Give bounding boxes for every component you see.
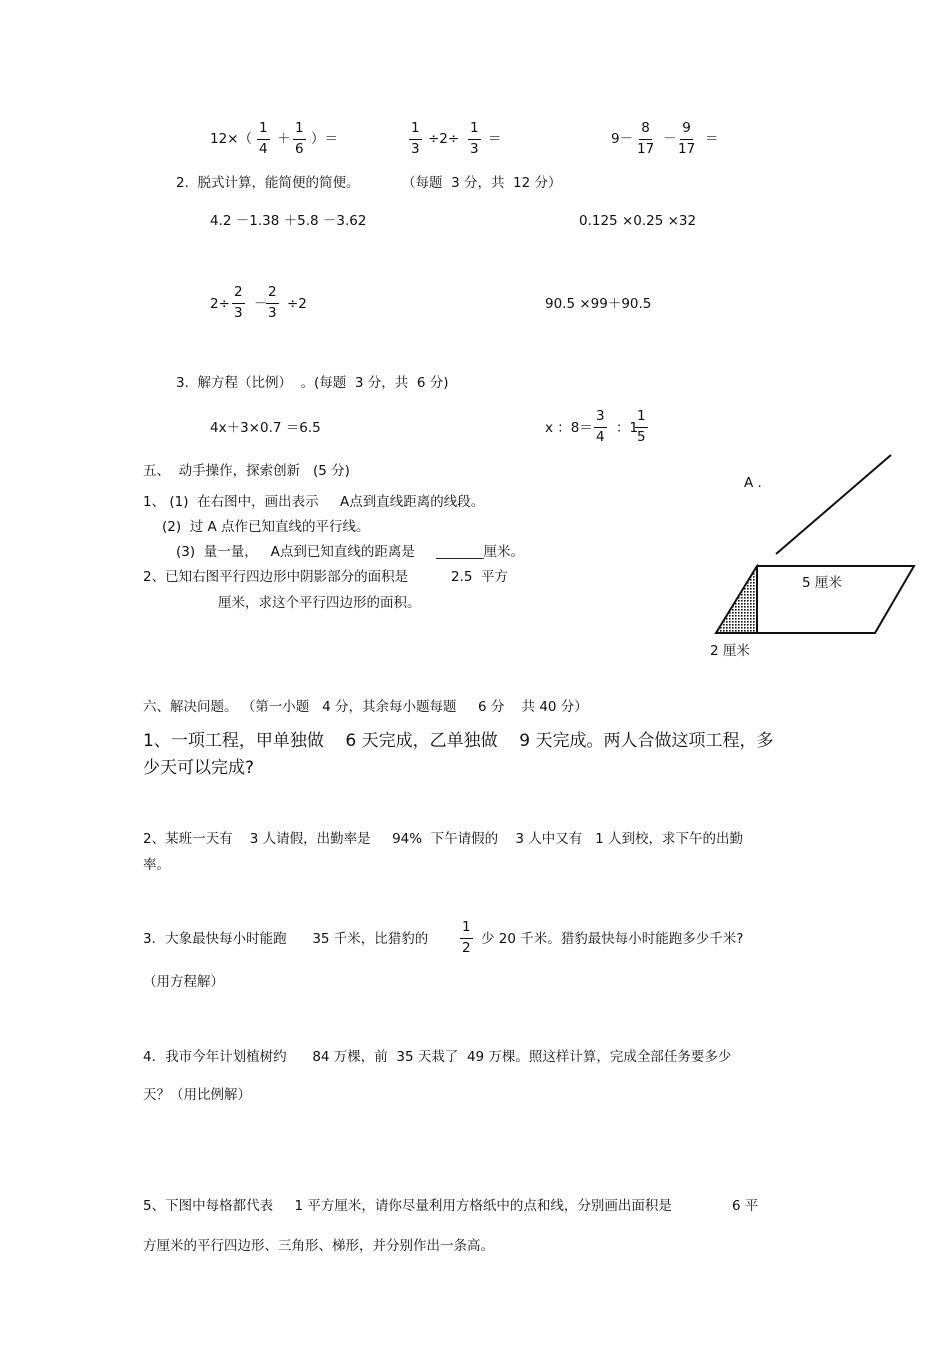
fraction-1-2: 1 2 — [462, 919, 471, 956]
problem-3-suffix: 少 20 千米。猎豹最快每小时能跑多少千米? — [481, 931, 744, 947]
problem-4-line-2: 天？（用比例解） — [143, 1087, 251, 1103]
fraction-1-4: 1 4 — [259, 120, 268, 157]
q3-expr-2-mid: ：1 — [616, 420, 639, 436]
q2-expr-3-suffix: ÷2 — [287, 296, 307, 312]
q3-title: 3. 解方程（比例） 。(每题 3 分，共 6 分) — [176, 375, 449, 391]
fraction-1-6: 1 6 — [295, 120, 304, 157]
problem-1-line-1: 1、一项工程，甲单独做 6 天完成，乙单独做 9 天完成。两人合做这项工程，多 — [143, 731, 774, 751]
q2-score: （每题 3 分，共 12 分） — [402, 175, 562, 191]
q2-expr-3-minus: － — [254, 296, 268, 312]
problem-5-line-2: 方厘米的平行四边形、三角形、梯形，并分别作出一条高。 — [143, 1238, 494, 1254]
sec5-line-2: (2) 过 A 点作已知直线的平行线。 — [162, 519, 370, 535]
sec5-line-3: (3) 量一量， A点到已知直线的距离是 _______厘米。 — [176, 544, 525, 560]
problem-2-line-2: 率。 — [143, 857, 170, 873]
fraction-1-5: 1 5 — [637, 408, 646, 445]
height-label: 5 厘米 — [802, 575, 842, 591]
fraction-1-3-a: 1 3 — [411, 120, 420, 157]
fraction-2-3-b: 2 3 — [268, 284, 277, 321]
q3-expr-2-prefix: x ：8＝ — [545, 420, 593, 436]
calc-c-prefix: 9－ — [611, 131, 634, 147]
q2-title: 2. 脱式计算，能简便的简便。 — [176, 175, 360, 191]
fraction-2-3-a: 2 3 — [234, 284, 243, 321]
problem-2-line-1: 2、某班一天有 3 人请假，出勤率是 94% 下午请假的 3 人中又有 1 人到校，求下午的出勤 — [143, 831, 743, 847]
sec5-line-4: 2、已知右图平行四边形中阴影部分的面积是 2.5 平方 — [143, 569, 509, 585]
section-5-title: 五、 动手操作，探索创新 (5 分) — [143, 463, 350, 479]
shaded-triangle — [716, 566, 757, 633]
calc-a-prefix: 12×（ — [210, 131, 252, 147]
calc-a-plus: ＋ — [277, 131, 291, 147]
calc-c-suffix: ＝ — [705, 131, 719, 147]
calc-a-suffix: ）＝ — [311, 131, 338, 147]
q2-expr-1: 4.2 －1.38 ＋5.8 －3.62 — [210, 213, 367, 229]
given-line — [776, 455, 891, 554]
sec5-line-1: 1、 (1) 在右图中，画出表示 A点到直线距离的线段。 — [143, 494, 485, 510]
problem-3-line-2: （用方程解） — [143, 974, 224, 990]
q2-expr-2: 0.125 ×0.25 ×32 — [579, 213, 697, 229]
calc-b-mid: ÷2÷ — [428, 131, 460, 147]
q3-expr-1: 4x＋3×0.7 ＝6.5 — [210, 420, 321, 436]
fraction-3-4: 3 4 — [596, 408, 605, 445]
fraction-1-3-b: 1 3 — [470, 120, 479, 157]
sec5-line-5: 厘米，求这个平行四边形的面积。 — [218, 595, 421, 611]
problem-3-prefix: 3．大象最快每小时能跑 35 千米，比猎豹的 — [143, 931, 429, 947]
problem-5-line-1: 5、下图中每格都代表 1 平方厘米，请你尽量利用方格纸中的点和线，分别画出面积是 6 平 — [143, 1198, 759, 1214]
calc-c-minus: － — [663, 131, 677, 147]
problem-4-line-1: 4．我市今年计划植树约 84 万棵，前 35 天栽了 49 万棵。照这样计算，完成全部任务要多少 — [143, 1049, 732, 1065]
q2-expr-3-prefix: 2÷ — [210, 296, 230, 312]
fraction-9-17: 9 17 — [678, 120, 696, 157]
problem-1-line-2: 少天可以完成? — [143, 758, 255, 778]
section-6-title: 六、解决问题。 （第一小题 4 分，其余每小题每题 6 分 共 40 分） — [143, 699, 588, 715]
calc-b-suffix: ＝ — [488, 131, 502, 147]
base-label: 2 厘米 — [710, 643, 750, 659]
q2-expr-4: 90.5 ×99＋90.5 — [545, 296, 652, 312]
point-a-label: A . — [744, 475, 762, 491]
fraction-8-17: 8 17 — [637, 120, 655, 157]
